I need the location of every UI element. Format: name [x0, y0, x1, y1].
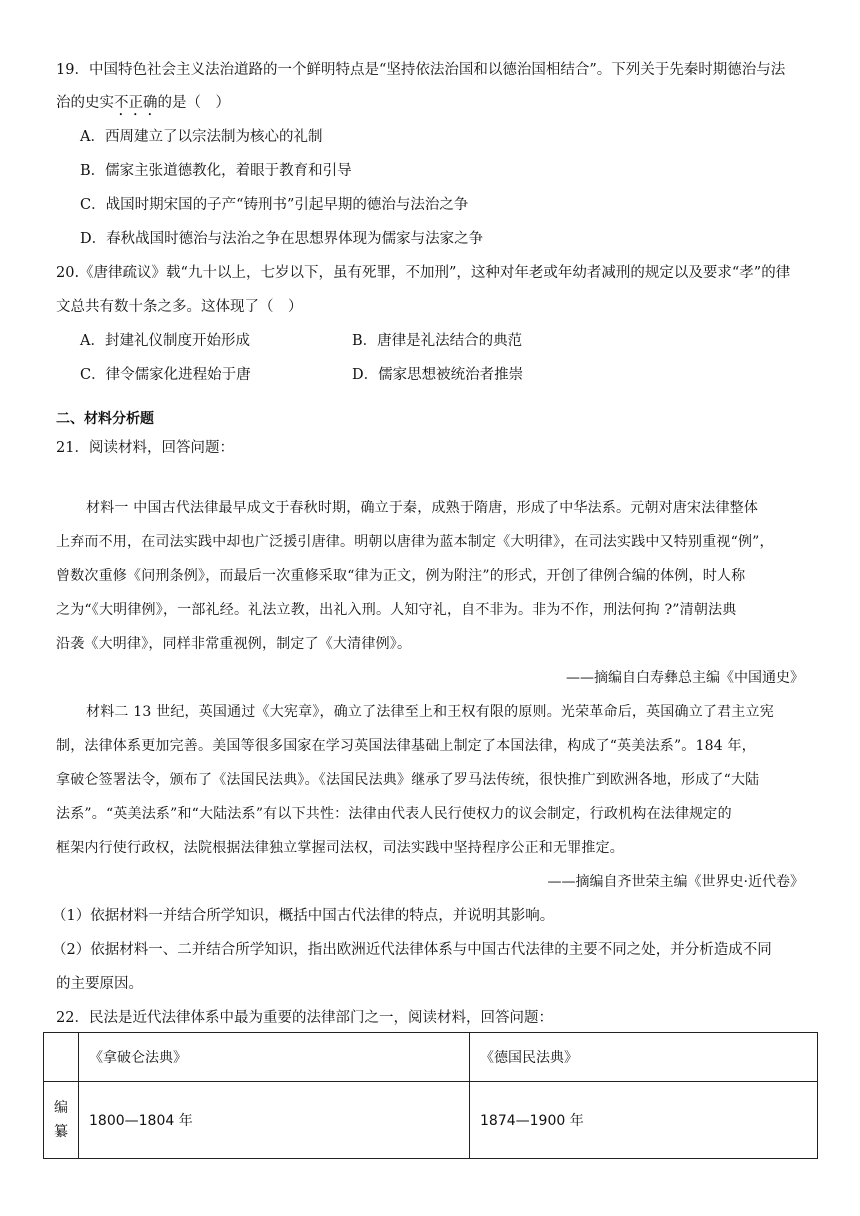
q21-source1: ——摘编自白寿彝总主编《中国通史》 — [566, 670, 804, 686]
q21-material2-line5: 框架内行使行政权，法院根据法律独立掌握司法权，司法实践中坚持程序公正和无罪推定。 — [56, 840, 624, 856]
row-label-char-2: 纂 — [54, 1124, 68, 1140]
q19-stem-post: 的是（ ） — [157, 95, 230, 111]
q21-material1-line2: 上弃而不用，在司法实践中却也广泛援引唐律。明朝以唐律为蓝本制定《大明律》，在司法实践中又特别重视“例”， — [56, 534, 774, 550]
q20-stem-line2: 文总共有数十条之多。这体现了（ ） — [56, 299, 303, 315]
table-header-napoleon: 《拿破仑法典》 — [79, 1033, 470, 1082]
table-row-label — [44, 1082, 79, 1159]
table-cell-napoleon-years: 1800—1804 年 — [79, 1082, 470, 1159]
q20-option-b[interactable]: B．唐律是礼法结合的典范 — [352, 333, 523, 349]
q21-subquestion-2-line2: 的主要原因。 — [56, 976, 143, 992]
q20-option-a[interactable]: A．封建礼仪制度开始形成 — [80, 333, 250, 349]
q21-material2-line3: 拿破仑签署法令，颁布了《法国民法典》。《法国民法典》继承了罗马法传统，很快推广到欧洲各地，形成了“大陆 — [56, 772, 760, 788]
q21-source2: ——摘编自齐世荣主编《世界史·近代卷》 — [547, 874, 804, 890]
q21-material2-line2: 制，法律体系更加完善。美国等很多国家在学习英国法律基础上制定了本国法律，构成了“英美法系”。184 年， — [56, 738, 756, 754]
row-label-char-1: 编 — [54, 1100, 68, 1116]
q22-comparison-table — [43, 1032, 818, 1159]
q19-stem-line2 — [56, 93, 230, 119]
table-cell-german-years: 1874—1900 年 — [470, 1082, 818, 1159]
table-header-row — [44, 1033, 818, 1082]
q21-subquestion-1: （1）依据材料一并结合所学知识，概括中国古代法律的特点，并说明其影响。 — [52, 908, 555, 924]
table-header-german: 《德国民法典》 — [470, 1033, 818, 1082]
q21-material2-line1: 材料二 13 世纪，英国通过《大宪章》，确立了法律至上和王权有限的原则。光荣革命后，英国确立了君主立宪 — [86, 704, 774, 720]
q19-stem-pre: 治的史实 — [56, 95, 114, 111]
section-heading: 二、材料分析题 — [56, 411, 154, 427]
q21-subquestion-2-line1: （2）依据材料一、二并结合所学知识，指出欧洲近代法律体系与中国古代法律的主要不同之处，并分析造成不同 — [52, 942, 772, 958]
q21-material1-line1: 材料一 中国古代法律最早成文于春秋时期，确立于秦，成熟于隋唐，形成了中华法系。元朝对唐宋法律整体 — [86, 500, 759, 516]
table-row — [44, 1082, 818, 1159]
table-corner-cell — [44, 1033, 79, 1082]
q22-stem: 22．民法是近代法律体系中最为重要的法律部门之一，阅读材料，回答问题： — [56, 1010, 553, 1026]
q21-material1-line3: 曾数次重修《问刑条例》，而最后一次重修采取“律为正文，例为附注”的形式，开创了律例合编的体例，时人称 — [56, 568, 746, 584]
q20-option-c[interactable]: C．律令儒家化进程始于唐 — [80, 367, 251, 383]
q19-option-a[interactable]: A．西周建立了以宗法制为核心的礼制 — [80, 129, 323, 145]
q21-stem: 21．阅读材料，回答问题： — [56, 440, 234, 456]
q19-option-d[interactable]: D．春秋战国时德治与法治之争在思想界体现为儒家与法家之争 — [80, 231, 484, 247]
q21-material1-line4: 之为“《大明律例》，一部礼经。礼法立教，出礼入刑。人知守礼，自不非为。非为不作，刑法何拘 ?”清朝法典 — [56, 602, 737, 618]
q19-option-b[interactable]: B．儒家主张道德教化，着眼于教育和引导 — [80, 163, 352, 179]
q19-emphasis-text: 不正确 — [114, 95, 158, 111]
q19-option-c[interactable]: C．战国时期宋国的子产“铸刑书”引起早期的德治与法治之争 — [80, 197, 469, 213]
q20-option-d[interactable]: D．儒家思想被统治者推崇 — [352, 367, 524, 383]
q19-stem-line1: 19．中国特色社会主义法治道路的一个鲜明特点是“坚持依法治国和以德治国相结合”。下列关于先秦时期德治与法 — [56, 62, 786, 78]
q21-material2-line4: 法系”。“英美法系”和“大陆法系”有以下共性：法律由代表人民行使权力的议会制定，行政机构在法律规定的 — [56, 806, 732, 822]
q21-material1-line5: 沿袭《大明律》，同样非常重视例，制定了《大清律例》。 — [56, 636, 412, 652]
q20-stem-line1: 20.《唐律疏议》载“九十以上，七岁以下，虽有死罪，不加刑”，这种对年老或年幼者减刑的规定以及要求“孝”的律 — [56, 265, 791, 281]
